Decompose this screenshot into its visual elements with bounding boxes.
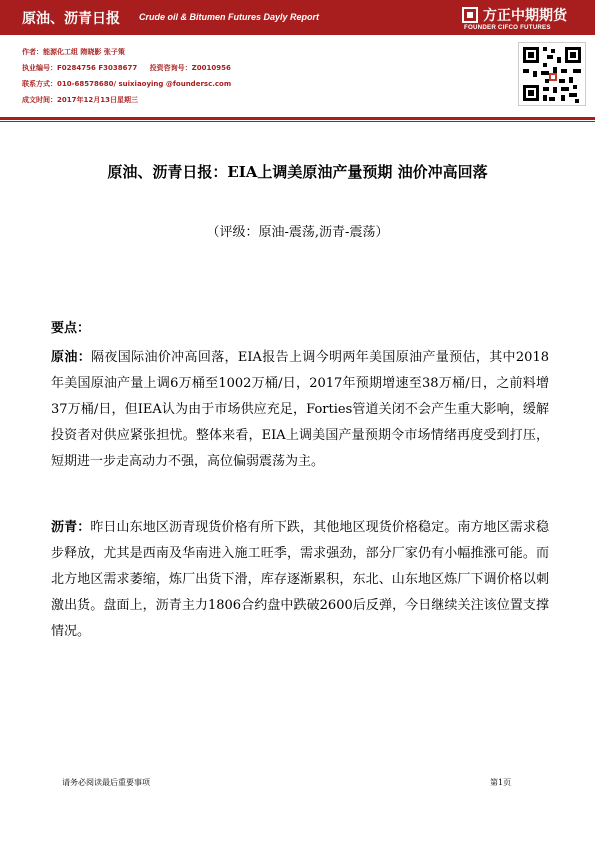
report-title: 原油、沥青日报：EIA上调美原油产量预期 油价冲高回落 — [107, 163, 488, 181]
qr-code-icon — [518, 42, 586, 106]
consulting-number: 投资咨询号：Z0010956 — [149, 64, 231, 72]
brand-mark-icon — [462, 7, 478, 23]
crude-oil-text: 隔夜国际油价冲高回落，EIA报告上调今明两年美国原油产量预估，其中2018年美国原油产量上调6万桶至1002万桶/日，2017年预期增速至38万桶/日，之前料增37万桶/日，但IEA认为由于市场供应充足，Forties管道关闭不会产生重大影响，缓解投资者对供应紧张担忧。整体来看，EIA上调美国产量预期令市场情绪再度受到打压，短期进一步走高动力不强，高位偏弱震荡为主。 — [51, 350, 549, 469]
authors-line: 作者：能源化工组 隋晓影 张子策 — [22, 48, 125, 56]
report-series-subtitle: Crude oil & Bitumen Futures Dayly Report — [139, 12, 320, 22]
header-divider-thin — [0, 121, 595, 122]
report-series-title: 原油、沥青日报 — [22, 11, 120, 27]
crude-oil-label: 原油： — [51, 350, 92, 365]
page-number: 第1页 — [490, 778, 512, 787]
bitumen-text: 昨日山东地区沥青现货价格有所下跌，其他地区现货价格稳定。南方地区需求稳步释放，尤其是西南及华南进入施工旺季，需求强劲，部分厂家仍有小幅推涨可能。而北方地区需求萎缩，炼厂出货下滑，库存逐渐累积，东北、山东地区炼厂下调价格以刺激出货。盘面上，沥青主力1806合约盘中跌破2600后反弹，今日继续关注该位置支撑情况。 — [51, 520, 549, 639]
report-rating: （评级：原油-震荡,沥青-震荡） — [206, 225, 389, 240]
bitumen-label: 沥青： — [51, 520, 91, 535]
crude-oil-paragraph — [51, 345, 549, 475]
key-points-heading: 要点： — [51, 321, 91, 336]
license-numbers: 执业编号：F0284756 F3038677 — [22, 64, 138, 72]
contact-line: 联系方式：010-68578680/ suixiaoying @foundersc.com — [22, 80, 232, 88]
brand-name-cn: 方正中期期货 — [483, 8, 567, 24]
header-divider — [0, 117, 595, 120]
brand-logo — [462, 5, 592, 32]
brand-name-en: FOUNDER CIFCO FUTURES — [464, 24, 551, 31]
bitumen-paragraph — [51, 515, 549, 645]
header-banner — [0, 0, 595, 35]
date-line: 成文时间：2017年12月13日星期三 — [22, 96, 138, 104]
disclaimer-note: 请务必阅读最后重要事项 — [62, 778, 150, 787]
license-line — [22, 63, 241, 73]
